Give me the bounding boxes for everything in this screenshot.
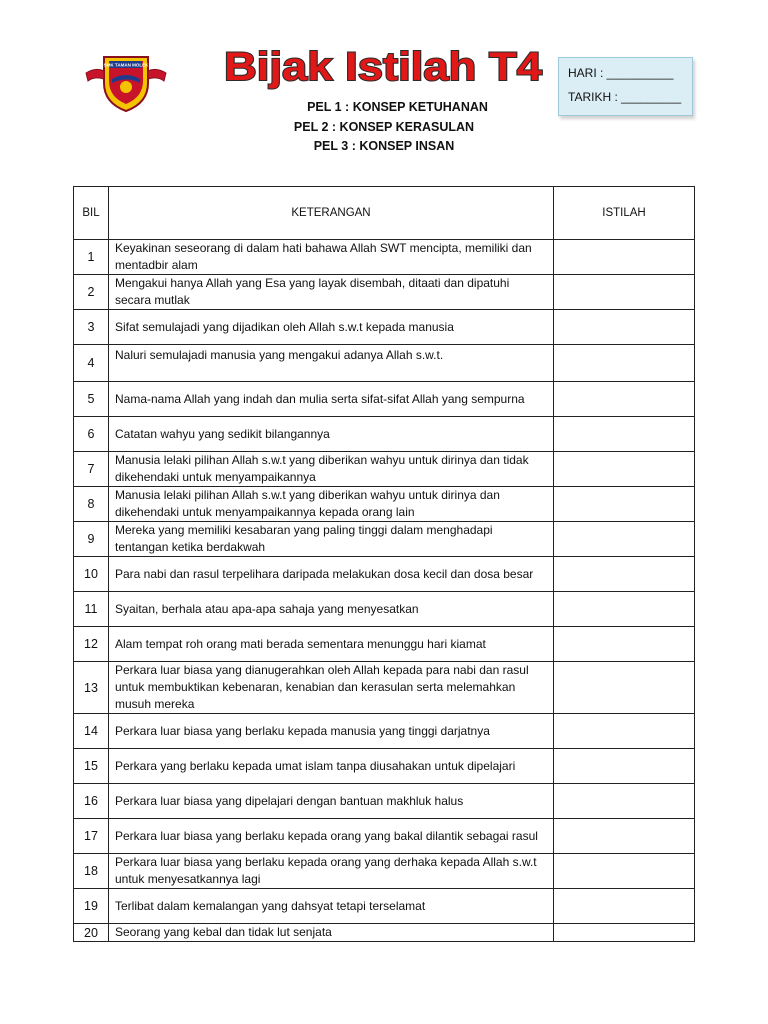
row-description: Perkara luar biasa yang berlaku kepada orang yang bakal dilantik sebagai rasul	[109, 819, 554, 854]
table-row	[74, 417, 695, 452]
answer-cell[interactable]	[554, 854, 695, 889]
row-number: 9	[74, 522, 109, 557]
worksheet-title	[222, 40, 544, 90]
row-number: 10	[74, 557, 109, 592]
answer-cell[interactable]	[554, 310, 695, 345]
row-description: Perkara luar biasa yang dianugerahkan oleh Allah kepada para nabi dan rasul untuk membuktikan kebenaran, kenabian dan kerasulan serta melemahkan musuh mereka	[109, 662, 554, 714]
lesson-3: PEL 3 : KONSEP INSAN	[313, 139, 455, 153]
table-row	[74, 714, 695, 749]
answer-cell[interactable]	[554, 452, 695, 487]
table-row	[74, 749, 695, 784]
table-row	[74, 487, 695, 522]
answer-cell[interactable]	[554, 819, 695, 854]
table-row	[74, 452, 695, 487]
answer-cell[interactable]	[554, 417, 695, 452]
row-description: Seorang yang kebal dan tidak lut senjata	[109, 924, 554, 942]
header-bil: BIL	[74, 187, 109, 240]
row-number: 7	[74, 452, 109, 487]
table-row	[74, 522, 695, 557]
logo-text: SMK TAMAN MOLEK	[103, 62, 149, 68]
row-description: Manusia lelaki pilihan Allah s.w.t yang diberikan wahyu untuk dirinya dan tidak dikehendaki untuk menyampaikannya	[109, 452, 554, 487]
row-number: 6	[74, 417, 109, 452]
row-number: 19	[74, 889, 109, 924]
tarikh-field[interactable]: TARIKH : _________	[568, 90, 682, 104]
row-number: 15	[74, 749, 109, 784]
row-description: Alam tempat roh orang mati berada sementara menunggu hari kiamat	[109, 627, 554, 662]
lesson-list	[0, 98, 768, 157]
row-description: Perkara luar biasa yang berlaku kepada orang yang derhaka kepada Allah s.w.t untuk menyesatkannya lagi	[109, 854, 554, 889]
answer-cell[interactable]	[554, 924, 695, 942]
row-number: 4	[74, 345, 109, 382]
table-row	[74, 784, 695, 819]
row-number: 3	[74, 310, 109, 345]
row-description: Keyakinan seseorang di dalam hati bahawa Allah SWT mencipta, memiliki dan mentadbir alam	[109, 240, 554, 275]
row-number: 18	[74, 854, 109, 889]
row-number: 16	[74, 784, 109, 819]
table-row	[74, 592, 695, 627]
table-row	[74, 240, 695, 275]
row-description: Syaitan, berhala atau apa-apa sahaja yang menyesatkan	[109, 592, 554, 627]
row-description: Perkara luar biasa yang berlaku kepada manusia yang tinggi darjatnya	[109, 714, 554, 749]
table-row	[74, 889, 695, 924]
row-description: Mereka yang memiliki kesabaran yang paling tinggi dalam menghadapi tentangan ketika berdakwah	[109, 522, 554, 557]
row-description: Para nabi dan rasul terpelihara daripada melakukan dosa kecil dan dosa besar	[109, 557, 554, 592]
answer-cell[interactable]	[554, 557, 695, 592]
table-header-row	[74, 187, 695, 240]
row-description: Perkara luar biasa yang dipelajari dengan bantuan makhluk halus	[109, 784, 554, 819]
answer-cell[interactable]	[554, 382, 695, 417]
answer-cell[interactable]	[554, 889, 695, 924]
table-row	[74, 627, 695, 662]
answer-cell[interactable]	[554, 345, 695, 382]
row-number: 14	[74, 714, 109, 749]
row-description: Manusia lelaki pilihan Allah s.w.t yang diberikan wahyu untuk dirinya dan dikehendaki untuk menyampaikannya kepada orang lain	[109, 487, 554, 522]
table-row	[74, 310, 695, 345]
row-description: Mengakui hanya Allah yang Esa yang layak disembah, ditaati dan dipatuhi secara mutlak	[109, 275, 554, 310]
lesson-1: PEL 1 : KONSEP KETUHANAN	[307, 100, 488, 114]
table-row	[74, 924, 695, 942]
row-number: 8	[74, 487, 109, 522]
row-description: Nama-nama Allah yang indah dan mulia serta sifat-sifat Allah yang sempurna	[109, 382, 554, 417]
answer-cell[interactable]	[554, 487, 695, 522]
answer-cell[interactable]	[554, 662, 695, 714]
table-row	[74, 557, 695, 592]
table-row	[74, 819, 695, 854]
answer-cell[interactable]	[554, 275, 695, 310]
row-description: Terlibat dalam kemalangan yang dahsyat tetapi terselamat	[109, 889, 554, 924]
row-number: 20	[74, 924, 109, 942]
row-description: Sifat semulajadi yang dijadikan oleh Allah s.w.t kepada manusia	[109, 310, 554, 345]
row-number: 13	[74, 662, 109, 714]
row-number: 1	[74, 240, 109, 275]
row-number: 5	[74, 382, 109, 417]
row-number: 11	[74, 592, 109, 627]
row-number: 2	[74, 275, 109, 310]
row-number: 17	[74, 819, 109, 854]
table-row	[74, 382, 695, 417]
row-description: Perkara yang berlaku kepada umat islam tanpa diusahakan untuk dipelajari	[109, 749, 554, 784]
table-row	[74, 854, 695, 889]
table-row	[74, 275, 695, 310]
answer-cell[interactable]	[554, 714, 695, 749]
table-row	[74, 662, 695, 714]
lesson-2: PEL 2 : KONSEP KERASULAN	[293, 119, 475, 134]
hari-field[interactable]: HARI : __________	[568, 66, 674, 80]
row-description: Catatan wahyu yang sedikit bilangannya	[109, 417, 554, 452]
answer-cell[interactable]	[554, 749, 695, 784]
row-number: 12	[74, 627, 109, 662]
answer-cell[interactable]	[554, 522, 695, 557]
answer-cell[interactable]	[554, 592, 695, 627]
title-text: Bijak Istilah T4	[224, 45, 543, 89]
istilah-table	[73, 186, 695, 942]
answer-cell[interactable]	[554, 627, 695, 662]
answer-cell[interactable]	[554, 240, 695, 275]
table-row	[74, 345, 695, 382]
row-description: Naluri semulajadi manusia yang mengakui adanya Allah s.w.t.	[109, 345, 554, 382]
header-istilah: ISTILAH	[554, 187, 695, 240]
header-keterangan: KETERANGAN	[109, 187, 554, 240]
answer-cell[interactable]	[554, 784, 695, 819]
